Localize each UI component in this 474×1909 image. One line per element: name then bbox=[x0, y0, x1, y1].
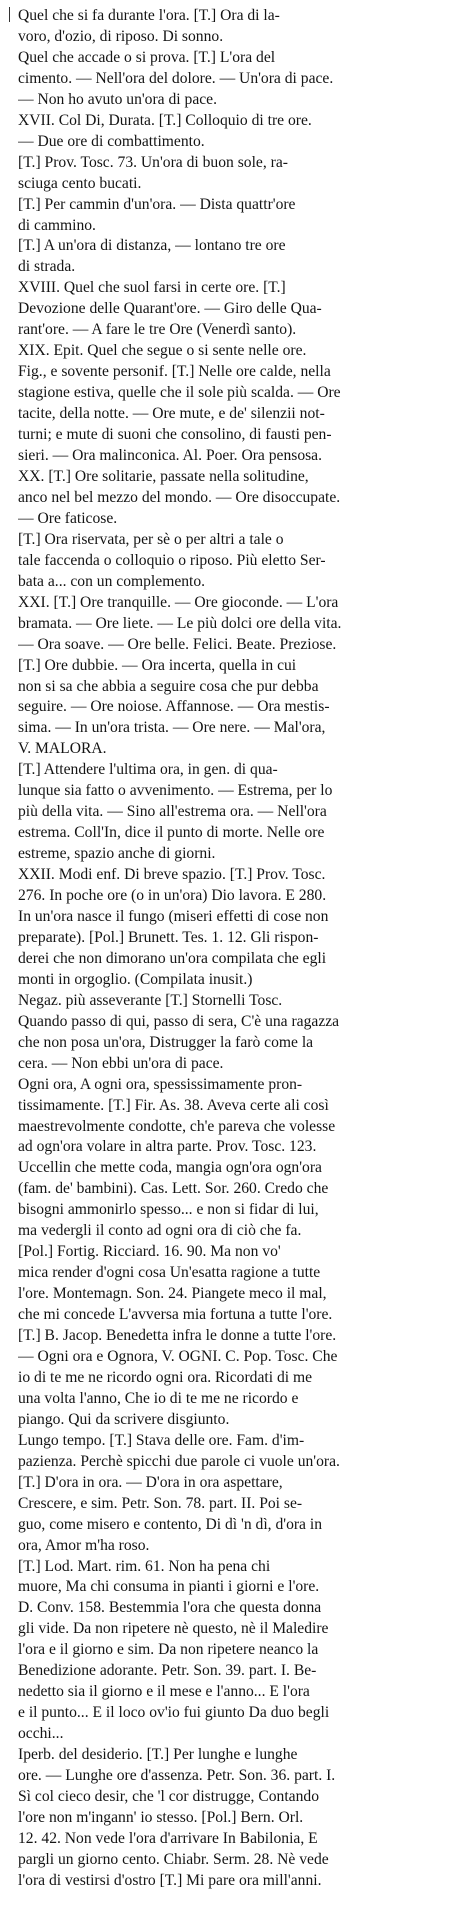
text-line: Benedizione adorante. Petr. Son. 39. part. I. Be- bbox=[18, 1662, 317, 1680]
margin-rule bbox=[9, 7, 10, 22]
text-line: sieri. — Ora malinconica. Al. Poer. Ora pensosa. bbox=[18, 447, 323, 465]
text-line: [T.] B. Jacop. Benedetta infra le donne a tutte l'ore. bbox=[18, 1327, 337, 1345]
text-line: tale faccenda o colloquio o riposo. Più eletto Ser- bbox=[18, 551, 326, 569]
text-line: XX. [T.] Ore solitarie, passate nella solitudine, bbox=[18, 467, 309, 485]
text-line: — Due ore di combattimento. bbox=[18, 132, 205, 150]
text-line: [T.] A un'ora di distanza, — lontano tre ore bbox=[18, 237, 286, 255]
text-line: lunque sia fatto o avvenimento. — Estrema, per lo bbox=[18, 782, 333, 800]
text-line: che non posa un'ora, Distrugger la farò come la bbox=[18, 1033, 314, 1051]
text-line: sima. — In un'ora trista. — Ore nere. — Mal'ora, bbox=[18, 719, 326, 737]
text-line: io di te me ne ricordo ogni ora. Ricordati di me bbox=[18, 1368, 313, 1386]
text-line: nedetto sia il giorno e il mese e l'anno... E l'ora bbox=[18, 1683, 310, 1701]
text-line: ma vedergli il conto ad ogni ora di ciò che fa. bbox=[18, 1222, 302, 1240]
text-line: Sì col cieco desir, che 'l cor distrugge, Contando bbox=[18, 1788, 319, 1806]
text-line: l'ora e il giorno e sim. Da non ripetere neanco la bbox=[18, 1641, 319, 1659]
text-line: guo, come misero e contento, Di dì 'n dì, d'ora in bbox=[18, 1515, 323, 1533]
text-line: XXI. [T.] Ore tranquille. — Ore gioconde. — L'ora bbox=[18, 593, 339, 611]
text-line: (fam. de' bambini). Cas. Lett. Sor. 260. Credo che bbox=[18, 1180, 329, 1198]
text-line: cimento. — Nell'ora del dolore. — Un'ora di pace. bbox=[18, 69, 334, 87]
paragraph bbox=[18, 6, 464, 1892]
text-line: muore, Ma chi consuma in pianti i giorni e l'ore. bbox=[18, 1578, 320, 1596]
text-line: una volta l'anno, Che io di te me ne ricordo e bbox=[18, 1389, 299, 1407]
text-line: ore. — Lunghe ore d'assenza. Petr. Son. 36. part. I. bbox=[18, 1767, 336, 1785]
text-line: l'ora di vestirsi d'ostro [T.] Mi pare ora mill'anni. bbox=[18, 1871, 322, 1889]
text-line: voro, d'ozio, di riposo. Di sonno. bbox=[18, 27, 224, 45]
text-line: piango. Qui da scrivere disgiunto. bbox=[18, 1410, 230, 1428]
text-line: e il punto... E il loco ov'io fui giunto Da duo begli bbox=[18, 1704, 330, 1722]
text-line: derei che non dimorano un'ora compilata che egli bbox=[18, 949, 327, 967]
text-line: pargli un giorno cento. Chiabr. Serm. 28. Nè vede bbox=[18, 1850, 329, 1868]
text-line: estrema. Coll'In, dice il punto di morte. Nelle ore bbox=[18, 824, 325, 842]
text-line: [T.] Lod. Mart. rim. 61. Non ha pena chi bbox=[18, 1557, 271, 1575]
text-line: Devozione delle Quarant'ore. — Giro delle Qua- bbox=[18, 300, 322, 318]
text-line: V. MALORA. bbox=[18, 740, 107, 758]
text-line: Crescere, e sim. Petr. Son. 78. part. II. Poi se- bbox=[18, 1494, 303, 1512]
text-line: [T.] Prov. Tosc. 73. Un'ora di buon sole, ra- bbox=[18, 153, 288, 171]
text-line: preparate). [Pol.] Brunett. Tes. 1. 12. Gli rispon- bbox=[18, 928, 319, 946]
text-line: Quel che si fa durante l'ora. [T.] Ora di la- bbox=[18, 7, 280, 24]
text-line: rant'ore. — A fare le tre Ore (Venerdì santo). bbox=[18, 321, 297, 339]
text-line: ora, Amor m'ha roso. bbox=[18, 1536, 150, 1554]
text-line: che mi concede L'avversa mia fortuna a tutte l'ore. bbox=[18, 1306, 333, 1324]
text-line: bisogni ammonirlo spesso... e non si fidar di lui, bbox=[18, 1201, 319, 1219]
text-line: Fig., e sovente personif. [T.] Nelle ore calde, nella bbox=[18, 363, 331, 381]
text-line: Quando passo di qui, passo di sera, C'è una ragazza bbox=[18, 1012, 340, 1030]
text-line: bata a... con un complemento. bbox=[18, 572, 206, 590]
text-line: XXII. Modi enf. Di breve spazio. [T.] Prov. Tosc. bbox=[18, 866, 326, 884]
text-line: cera. — Non ebbi un'ora di pace. bbox=[18, 1054, 224, 1072]
text-line: l'ore. Montemagn. Son. 24. Piangete meco il mal, bbox=[18, 1285, 327, 1303]
text-line: mica render d'ogni cosa Un'esatta ragione a tutte bbox=[18, 1264, 321, 1282]
text-line: Quel che accade o si prova. [T.] L'ora del bbox=[18, 48, 276, 66]
text-line: [T.] Ora riservata, per sè o per altri a tale o bbox=[18, 530, 284, 548]
text-line: tissimamente. [T.] Fir. As. 38. Aveva certe ali così bbox=[18, 1096, 329, 1114]
text-line: XIX. Epit. Quel che segue o si sente nelle ore. bbox=[18, 342, 307, 360]
text-line: estreme, spazio anche di giorni. bbox=[18, 845, 216, 863]
text-line: Negaz. più asseverante [T.] Stornelli Tosc. bbox=[18, 991, 283, 1009]
text-line: In un'ora nasce il fungo (miseri effetti di cose non bbox=[18, 907, 329, 925]
text-line: bramata. — Ore liete. — Le più dolci ore della vita. bbox=[18, 614, 342, 632]
text-line: — Non ho avuto un'ora di pace. bbox=[18, 90, 217, 108]
text-line: maestrevolmente condotte, ch'e pareva che volesse bbox=[18, 1117, 336, 1135]
text-line: ad ogn'ora volare in altra parte. Prov. Tosc. 123. bbox=[18, 1138, 317, 1156]
text-line: D. Conv. 158. Bestemmia l'ora che questa donna bbox=[18, 1599, 322, 1617]
text-line: [T.] D'ora in ora. — D'ora in ora aspettare, bbox=[18, 1473, 283, 1491]
text-line: monti in orgoglio. (Compilata inusit.) bbox=[18, 970, 253, 988]
text-line: di strada. bbox=[18, 258, 76, 276]
text-line: XVII. Col Di, Durata. [T.] Colloquio di tre ore. bbox=[18, 111, 312, 129]
text-line: gli vide. Da non ripetere nè questo, nè il Maledire bbox=[18, 1620, 329, 1638]
text-line: 276. In poche ore (o in un'ora) Dio lavora. E 280. bbox=[18, 887, 327, 905]
text-line: Ogni ora, A ogni ora, spessissimamente pron- bbox=[18, 1075, 303, 1093]
text-line: — Ora soave. — Ore belle. Felici. Beate. Preziose. bbox=[18, 635, 337, 653]
text-line: anco nel bel mezzo del mondo. — Ore disoccupate. bbox=[18, 488, 341, 506]
text-line: di cammino. bbox=[18, 216, 96, 234]
text-line: — Ogni ora e Ognora, V. OGNI. C. Pop. Tosc. Che bbox=[18, 1348, 338, 1365]
text-line: [T.] Per cammin d'un'ora. — Dista quattr'ore bbox=[18, 195, 296, 213]
text-line: stagione estiva, quelle che il sole più scalda. — Ore bbox=[18, 384, 341, 402]
text-line: pazienza. Perchè spicchi due parole ci vuole un'ora. bbox=[18, 1452, 340, 1470]
text-line: [T.] Attendere l'ultima ora, in gen. di qua- bbox=[18, 761, 278, 779]
text-line: 12. 42. Non vede l'ora d'arrivare In Babilonia, E bbox=[18, 1829, 318, 1847]
entry-text bbox=[18, 6, 464, 1892]
text-line: sciuga cento bucati. bbox=[18, 174, 142, 192]
text-line: tacite, della notte. — Ore mute, e de' silenzii not- bbox=[18, 405, 325, 423]
text-line: [Pol.] Fortig. Ricciard. 16. 90. Ma non vo' bbox=[18, 1243, 281, 1261]
text-line: non si sa che abbia a seguire cosa che pur debba bbox=[18, 677, 319, 695]
text-line: turni; e mute di suoni che consolino, di fausti pen- bbox=[18, 426, 332, 444]
text-line: Uccellin che mette coda, mangia ogn'ora ogn'ora bbox=[18, 1159, 322, 1177]
text-line: XVIII. Quel che suol farsi in certe ore. [T.] bbox=[18, 279, 286, 297]
text-line: Lungo tempo. [T.] Stava delle ore. Fam. d'im- bbox=[18, 1431, 305, 1449]
text-line: Iperb. del desiderio. [T.] Per lunghe e lunghe bbox=[18, 1746, 298, 1764]
text-line: seguire. — Ore noiose. Affannose. — Ora mestis- bbox=[18, 698, 330, 716]
text-line: occhi... bbox=[18, 1725, 64, 1743]
text-line: più della vita. — Sino all'estrema ora. — Nell'ora bbox=[18, 803, 327, 821]
text-line: l'ore non m'ingann' io stesso. [Pol.] Bern. Orl. bbox=[18, 1808, 304, 1826]
text-line: [T.] Ore dubbie. — Ora incerta, quella in cui bbox=[18, 656, 297, 674]
text-line: — Ore faticose. bbox=[18, 509, 118, 527]
